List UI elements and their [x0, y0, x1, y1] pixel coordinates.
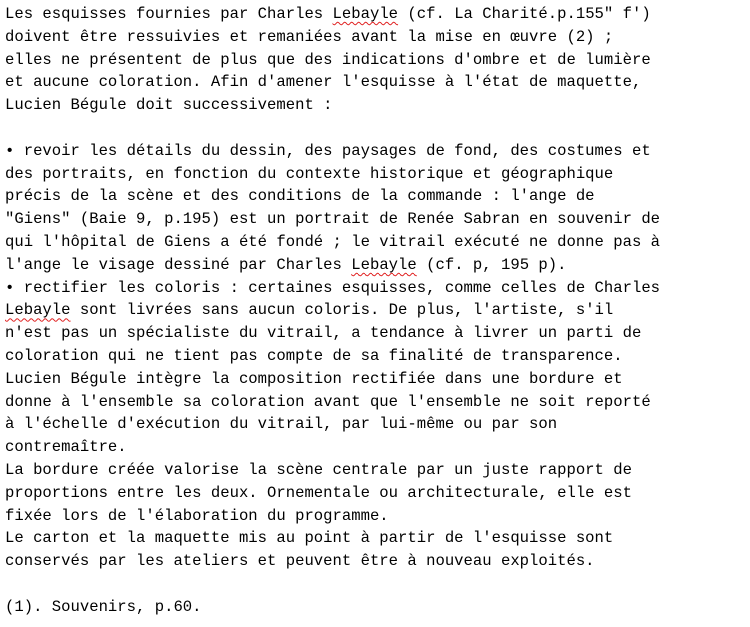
text-line: [5, 254, 750, 277]
text-line: [5, 140, 750, 163]
text-run: (cf. p, 195 p).: [416, 255, 567, 274]
blank-line: [5, 573, 750, 596]
spellcheck-flagged-word: Lebayle: [332, 5, 399, 23]
blank-line: [5, 117, 750, 140]
text-run: • revoir les détails du dessin, des paysages de fond, des costumes et: [5, 141, 651, 160]
text-run: fixée lors de l'élaboration du programme.: [5, 506, 389, 525]
text-run: proportions entre les deux. Ornementale ou architecturale, elle est: [5, 483, 632, 502]
document-body: [5, 3, 750, 619]
text-run: La bordure créée valorise la scène centrale par un juste rapport de: [5, 460, 632, 479]
text-line: [5, 185, 750, 208]
text-line: [5, 322, 750, 345]
text-run: précis de la scène et des conditions de la commande : l'ange de: [5, 187, 595, 206]
text-line: [5, 231, 750, 254]
text-run: coloration qui ne tient pas compte de sa finalité de transparence.: [5, 346, 623, 365]
text-run: donne à l'ensemble sa coloration avant que l'ensemble ne soit reporté: [5, 392, 651, 411]
text-run: elles ne présentent de plus que des indications d'ombre et de lumière: [5, 50, 651, 69]
text-line: [5, 49, 750, 72]
text-line: [5, 345, 750, 368]
text-line: [5, 596, 750, 619]
text-run: qui l'hôpital de Giens a été fondé ; le vitrail exécuté ne donne pas à: [5, 232, 661, 251]
text-line: [5, 527, 750, 550]
text-line: [5, 436, 750, 459]
text-line: [5, 277, 750, 300]
text-run: Lucien Bégule intègre la composition rectifiée dans une bordure et: [5, 369, 623, 388]
text-line: [5, 26, 750, 49]
text-run: n'est pas un spécialiste du vitrail, a tendance à livrer un parti de: [5, 324, 642, 343]
text-run: (cf. La Charité.p.155" f'): [398, 5, 651, 23]
text-run: conservés par les ateliers et peuvent être à nouveau exploités.: [5, 552, 595, 571]
text-line: [5, 3, 750, 26]
text-run: à l'échelle d'exécution du vitrail, par lui-même ou par son: [5, 415, 558, 434]
text-run: Le carton et la maquette mis au point à partir de l'esquisse sont: [5, 529, 614, 548]
text-run: des portraits, en fonction du contexte historique et géographique: [5, 164, 614, 183]
text-run: l'ange le visage dessiné par Charles: [5, 255, 352, 274]
text-run: • rectifier les coloris : certaines esquisses, comme celles de Charles: [5, 278, 661, 297]
spellcheck-flagged-word: Lebayle: [5, 301, 71, 320]
text-line: [5, 299, 750, 322]
text-run: Les esquisses fournies par Charles: [5, 5, 333, 23]
text-line: [5, 71, 750, 94]
text-line: [5, 368, 750, 391]
text-run: "Giens" (Baie 9, p.195) est un portrait de Renée Sabran en souvenir de: [5, 210, 661, 229]
text-line: [5, 413, 750, 436]
spellcheck-flagged-word: Lebayle: [351, 255, 417, 274]
text-run: (1). Souvenirs, p.60.: [5, 597, 202, 616]
text-line: [5, 391, 750, 414]
text-run: Lucien Bégule doit successivement :: [5, 96, 333, 115]
text-run: sont livrées sans aucun coloris. De plus, l'artiste, s'il: [70, 301, 614, 320]
text-line: [5, 208, 750, 231]
text-line: [5, 459, 750, 482]
text-run: doivent être ressuivies et remaniées avant la mise en œuvre (2) ;: [5, 27, 614, 46]
text-line: [5, 163, 750, 186]
text-line: [5, 550, 750, 573]
text-line: [5, 505, 750, 528]
text-run: et aucune coloration. Afin d'amener l'esquisse à l'état de maquette,: [5, 73, 642, 92]
text-run: contremaître.: [5, 438, 127, 457]
text-line: [5, 482, 750, 505]
text-line: [5, 94, 750, 117]
